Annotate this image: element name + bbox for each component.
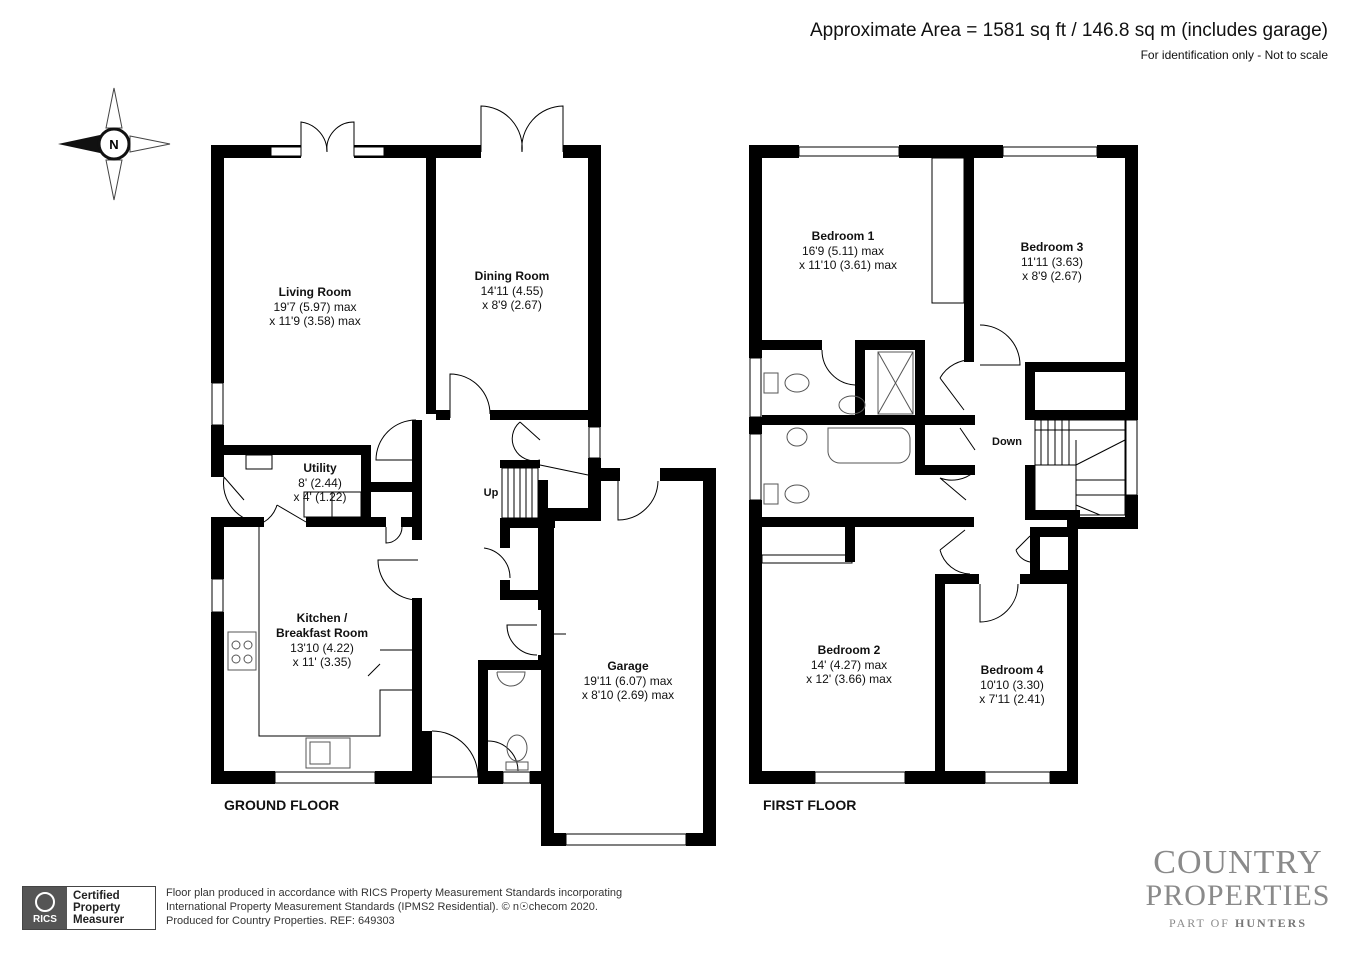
- brand-part-of-text: PART OF: [1169, 916, 1230, 930]
- footer-line2: International Property Measurement Standards (IPMS2 Residential). © n☉checom 2020.: [166, 901, 598, 913]
- footer-line1: Floor plan produced in accordance with RICS Property Measurement Standards incorporating: [166, 887, 623, 899]
- bedroom1-name: Bedroom 1: [811, 229, 875, 243]
- scale-note: For identification only - Not to scale: [1140, 48, 1328, 62]
- rics-logo-icon: [23, 887, 67, 929]
- brand-parent: HUNTERS: [1234, 916, 1307, 930]
- dining-room-dim2: x 8'9 (2.67): [482, 298, 542, 312]
- garage-name: Garage: [607, 659, 649, 673]
- bedroom4-dim2: x 7'11 (2.41): [979, 692, 1045, 706]
- utility-dim2: x 4' (1.22): [293, 490, 347, 504]
- bedroom4-name: Bedroom 4: [980, 663, 1044, 677]
- kitchen-name-line2: Breakfast Room: [275, 626, 369, 640]
- kitchen-dim1: 13'10 (4.22): [290, 641, 354, 655]
- dining-room-name: Dining Room: [474, 269, 550, 283]
- rics-line1: Certified: [73, 890, 120, 902]
- ground-floor-walls: [211, 145, 716, 846]
- footer-note: [166, 886, 622, 928]
- kitchen-dim2: x 11' (3.35): [292, 655, 352, 669]
- rics-certified-badge: [22, 886, 156, 930]
- rics-line2: Property: [73, 902, 121, 914]
- footer-line3: Produced for Country Properties. REF: 649303: [166, 915, 395, 927]
- rics-line3: Measurer: [73, 914, 125, 926]
- first-floor-label: FIRST FLOOR: [763, 797, 857, 813]
- ground-floor-label: GROUND FLOOR: [224, 797, 340, 813]
- stairs-up-label: Up: [483, 487, 499, 499]
- utility-dim1: 8' (2.44): [298, 476, 342, 490]
- dining-room-dim1: 14'11 (4.55): [480, 284, 544, 298]
- bedroom3-dim2: x 8'9 (2.67): [1022, 269, 1082, 283]
- bedroom2-name: Bedroom 2: [817, 643, 881, 657]
- brand-logo: [1140, 846, 1336, 931]
- compass-icon: [58, 88, 170, 200]
- garage-dim1: 19'11 (6.07) max: [583, 674, 673, 688]
- brand-line1: COUNTRY: [1153, 844, 1323, 881]
- compass-label: N: [109, 137, 119, 152]
- garage-dim2: x 8'10 (2.69) max: [581, 688, 675, 702]
- bedroom1-dim2: x 11'10 (3.61) max: [798, 258, 898, 272]
- bedroom1-dim1: 16'9 (5.11) max: [801, 244, 885, 258]
- kitchen-name-line1: Kitchen /: [296, 611, 348, 625]
- brand-part-of: [1140, 916, 1336, 931]
- bedroom3-name: Bedroom 3: [1020, 240, 1084, 254]
- living-room-dim2: x 11'9 (3.58) max: [269, 314, 361, 328]
- utility-name: Utility: [303, 461, 337, 475]
- living-room-dim1: 19'7 (5.97) max: [273, 300, 357, 314]
- approximate-area: Approximate Area = 1581 sq ft / 146.8 sq m (includes garage): [809, 20, 1328, 41]
- rics-logo-text: RICS: [33, 913, 57, 925]
- living-room-name: Living Room: [278, 285, 352, 299]
- bedroom2-dim2: x 12' (3.66) max: [806, 672, 892, 686]
- bedroom3-dim1: 11'11 (3.63): [1021, 255, 1083, 269]
- stairs-down-label: Down: [992, 436, 1022, 448]
- brand-line2: PROPERTIES: [1145, 879, 1331, 912]
- bedroom2-dim1: 14' (4.27) max: [810, 658, 888, 672]
- bedroom4-dim1: 10'10 (3.30): [980, 678, 1044, 692]
